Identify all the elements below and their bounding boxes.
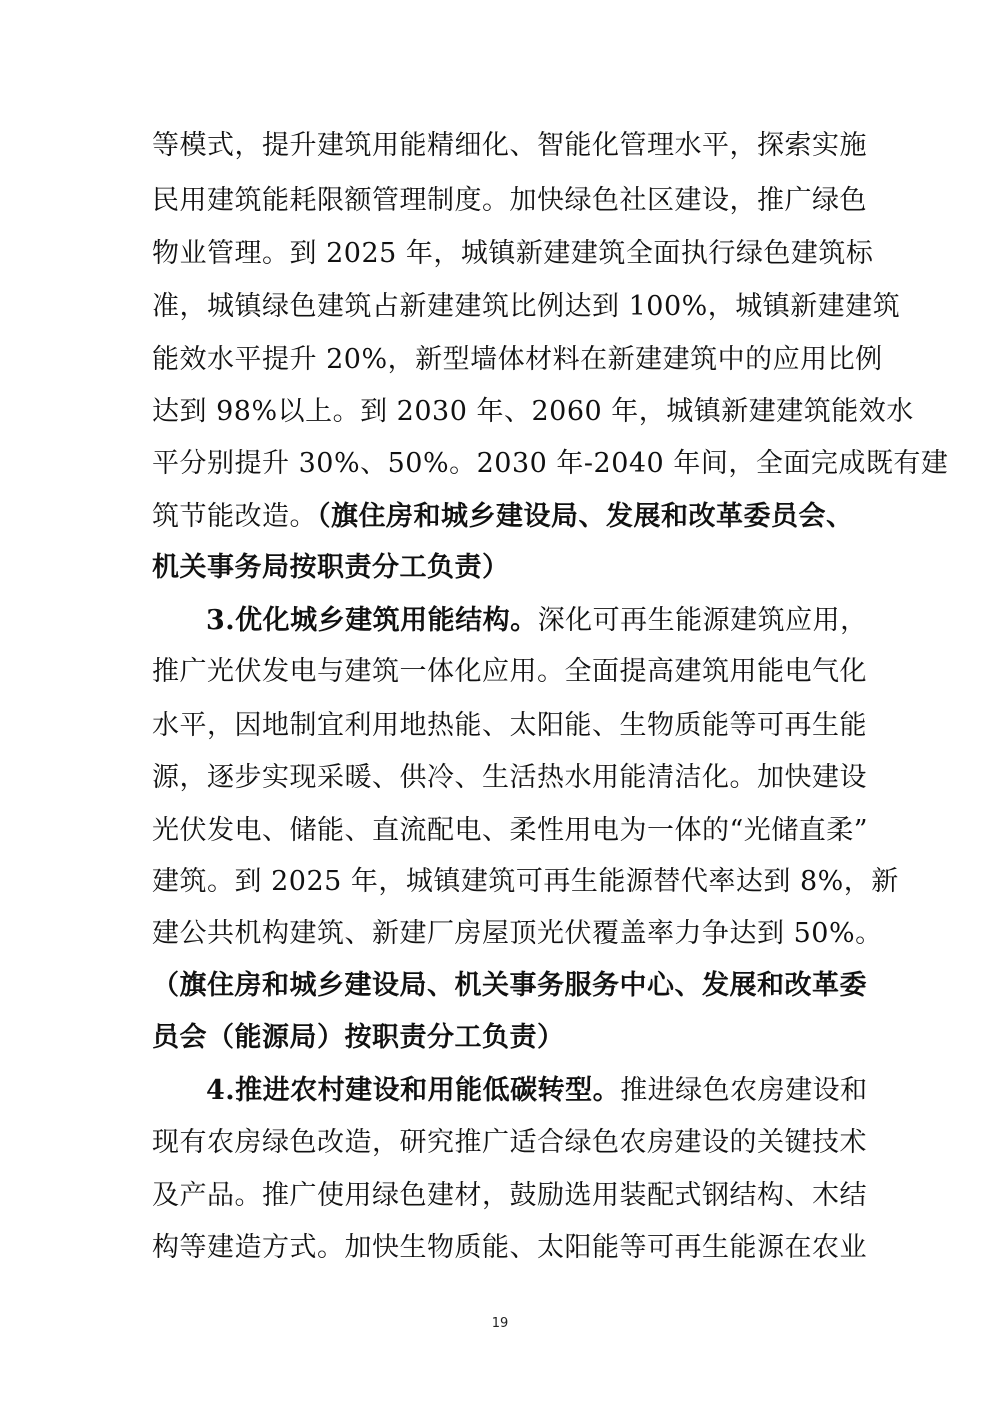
line-text: 筑节能改造。 xyxy=(152,501,317,532)
line-text: 能效水平提升 20%，新型墙体材料在新建建筑中的应用比例 xyxy=(152,344,883,375)
responsible-department: （旗住房和城乡建设局、发展和改革委员会、 xyxy=(317,501,854,532)
responsible-department: （旗住房和城乡建设局、机关事务服务中心、发展和改革委 xyxy=(152,970,867,1001)
text-line xyxy=(152,758,867,798)
text-line xyxy=(152,340,883,380)
line-text: 源，逐步实现采暖、供冷、生活热水用能清洁化。加快建设 xyxy=(152,762,867,793)
line-text: 准，城镇绿色建筑占新建建筑比例达到 100%，城镇新建建筑 xyxy=(152,291,901,322)
line-text: 推进绿色农房建设和 xyxy=(620,1075,868,1106)
line-text: 物业管理。到 2025 年，城镇新建建筑全面执行绿色建筑标 xyxy=(152,238,874,269)
line-text: 及产品。推广使用绿色建材，鼓励选用装配式钢结构、木结 xyxy=(152,1180,867,1211)
text-line xyxy=(152,234,874,274)
text-line xyxy=(152,1176,867,1216)
text-line xyxy=(152,392,914,432)
text-line xyxy=(152,966,867,1006)
line-text: 光伏发电、储能、直流配电、柔性用电为一体的“光储直柔” xyxy=(152,815,869,846)
line-text: 建筑。到 2025 年，城镇建筑可再生能源替代率达到 8%，新 xyxy=(152,866,899,897)
section-heading-line xyxy=(206,1071,906,1111)
text-line xyxy=(152,548,852,588)
text-line xyxy=(152,126,867,166)
text-line xyxy=(152,497,852,537)
text-line xyxy=(152,862,899,902)
text-line xyxy=(152,811,869,851)
page-number: 19 xyxy=(491,1316,509,1331)
section-heading: 3.优化城乡建筑用能结构。 xyxy=(206,605,538,636)
text-line xyxy=(152,1228,867,1268)
responsible-department: 员会（能源局）按职责分工负责） xyxy=(152,1022,565,1053)
section-heading-line xyxy=(206,601,906,641)
line-text: 构等建造方式。加快生物质能、太阳能等可再生能源在农业 xyxy=(152,1232,867,1263)
line-text: 建公共机构建筑、新建厂房屋顶光伏覆盖率力争达到 50%。 xyxy=(152,918,883,949)
text-line xyxy=(152,1018,852,1058)
line-text: 水平，因地制宜利用地热能、太阳能、生物质能等可再生能 xyxy=(152,710,867,741)
line-text: 推广光伏发电与建筑一体化应用。全面提高建筑用能电气化 xyxy=(152,656,867,687)
line-text: 等模式，提升建筑用能精细化、智能化管理水平，探索实施 xyxy=(152,130,867,161)
line-text: 平分别提升 30%、50%。2030 年-2040 年间，全面完成既有建 xyxy=(152,448,949,479)
line-text: 达到 98%以上。到 2030 年、2060 年，城镇新建建筑能效水 xyxy=(152,396,914,427)
text-line xyxy=(152,181,867,221)
responsible-department: 机关事务局按职责分工负责） xyxy=(152,552,510,583)
text-line xyxy=(152,287,901,327)
text-line xyxy=(152,444,949,484)
text-line xyxy=(152,706,867,746)
line-text: 民用建筑能耗限额管理制度。加快绿色社区建设，推广绿色 xyxy=(152,185,867,216)
line-text: 深化可再生能源建筑应用， xyxy=(537,605,868,636)
text-line xyxy=(152,1123,867,1163)
text-line xyxy=(152,914,883,954)
line-text: 现有农房绿色改造，研究推广适合绿色农房建设的关键技术 xyxy=(152,1127,867,1158)
section-heading: 4.推进农村建设和用能低碳转型。 xyxy=(206,1075,621,1106)
text-line xyxy=(152,652,867,692)
